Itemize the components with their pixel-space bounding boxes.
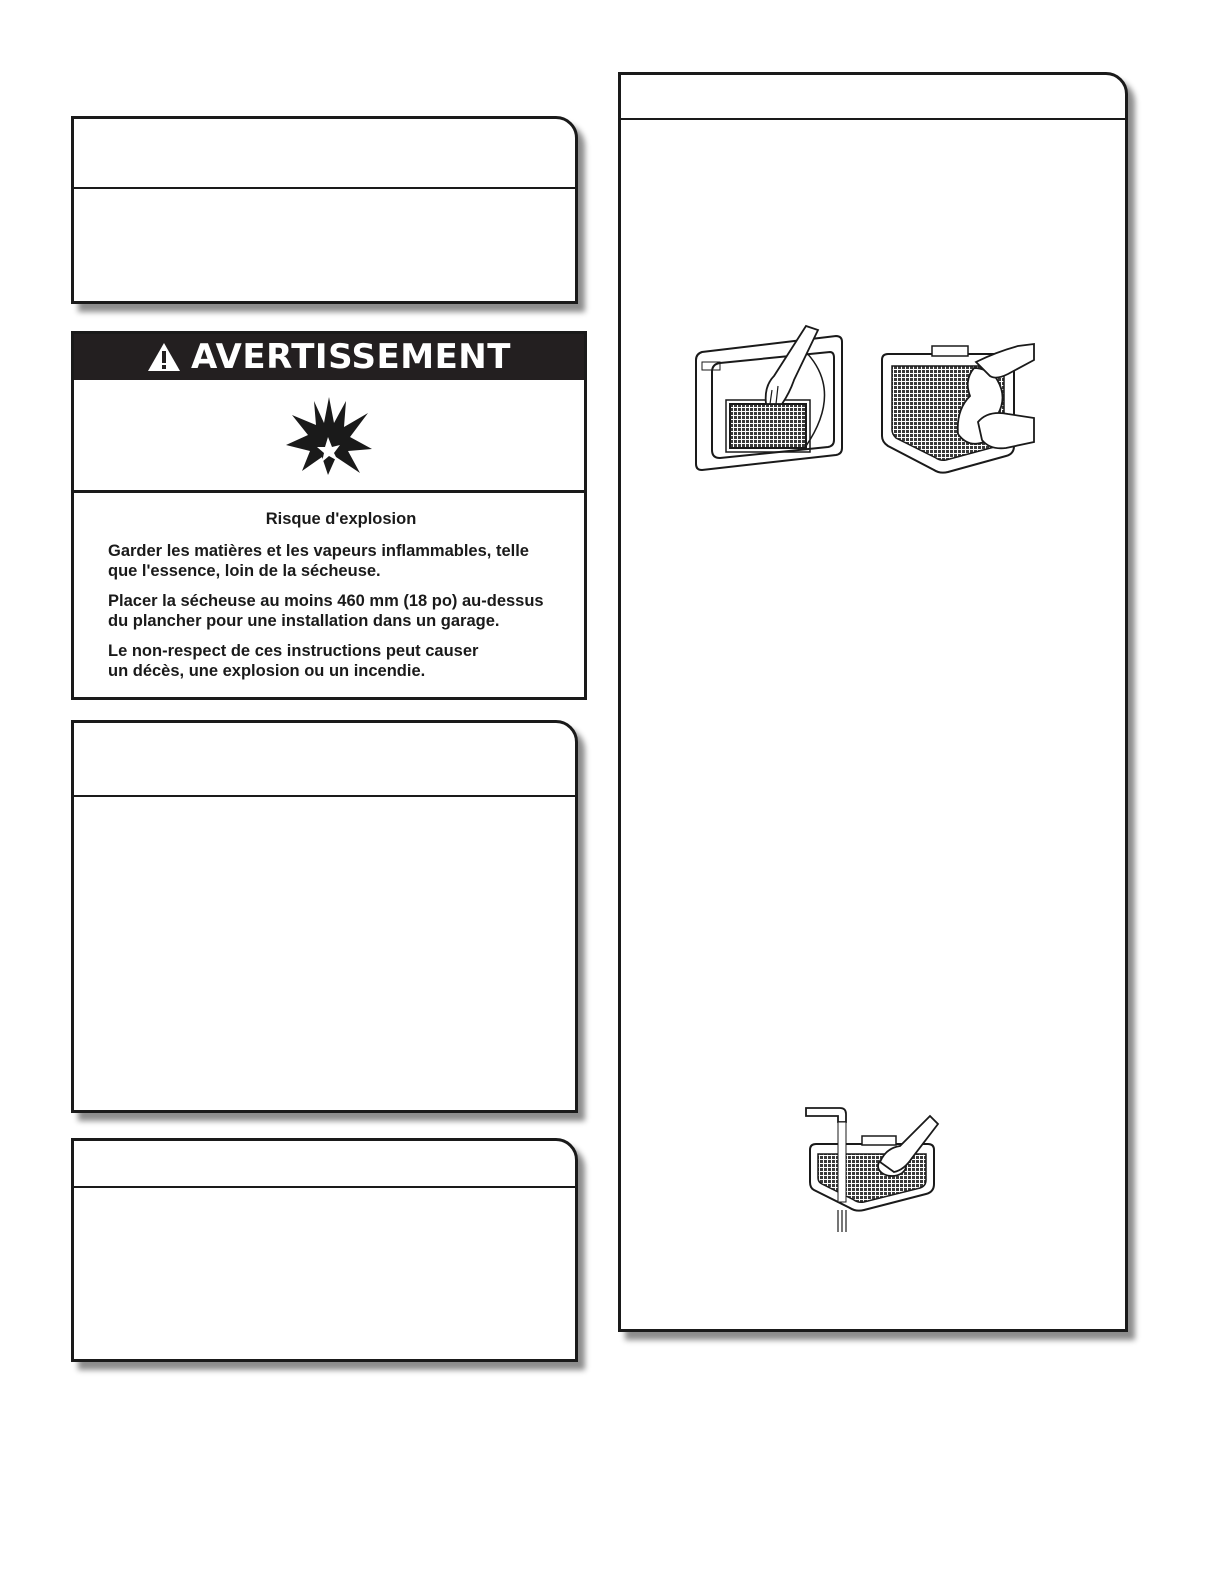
- warning-header-label: AVERTISSEMENT: [191, 337, 511, 377]
- section-divider: [621, 118, 1125, 120]
- lint-filter-wiping-illustration: [878, 330, 1036, 478]
- warning-title: Risque d'explosion: [265, 510, 417, 528]
- lint-filter-removal-illustration: [694, 320, 846, 474]
- explosion-icon: [284, 395, 374, 475]
- warning-box: [71, 331, 587, 700]
- warning-triangle-icon: [147, 342, 181, 372]
- warning-line: Placer la sécheuse au moins 460 mm (18 po) au-dessus: [108, 592, 544, 610]
- section-divider: [74, 187, 575, 189]
- warning-line: Le non-respect de ces instructions peut causer: [108, 642, 479, 660]
- warning-paragraph-2: [108, 591, 564, 631]
- warning-line: Garder les matières et les vapeurs inflammables, telle: [108, 542, 529, 560]
- warning-line: que l'essence, loin de la sécheuse.: [108, 562, 381, 580]
- warning-body: [74, 493, 584, 681]
- section-divider: [74, 1186, 575, 1188]
- lint-filter-washing-illustration: [800, 1092, 948, 1238]
- hazard-icon-row: [74, 380, 584, 493]
- warning-paragraph-3: [108, 641, 564, 681]
- warning-paragraph-1: [108, 541, 564, 581]
- section-panel-3: [71, 1138, 578, 1362]
- warning-line: un décès, une explosion ou un incendie.: [108, 662, 426, 680]
- warning-line: du plancher pour une installation dans un garage.: [108, 612, 500, 630]
- section-panel-1: [71, 116, 578, 304]
- section-divider: [74, 795, 575, 797]
- warning-header: [74, 334, 584, 380]
- section-panel-2: [71, 720, 578, 1113]
